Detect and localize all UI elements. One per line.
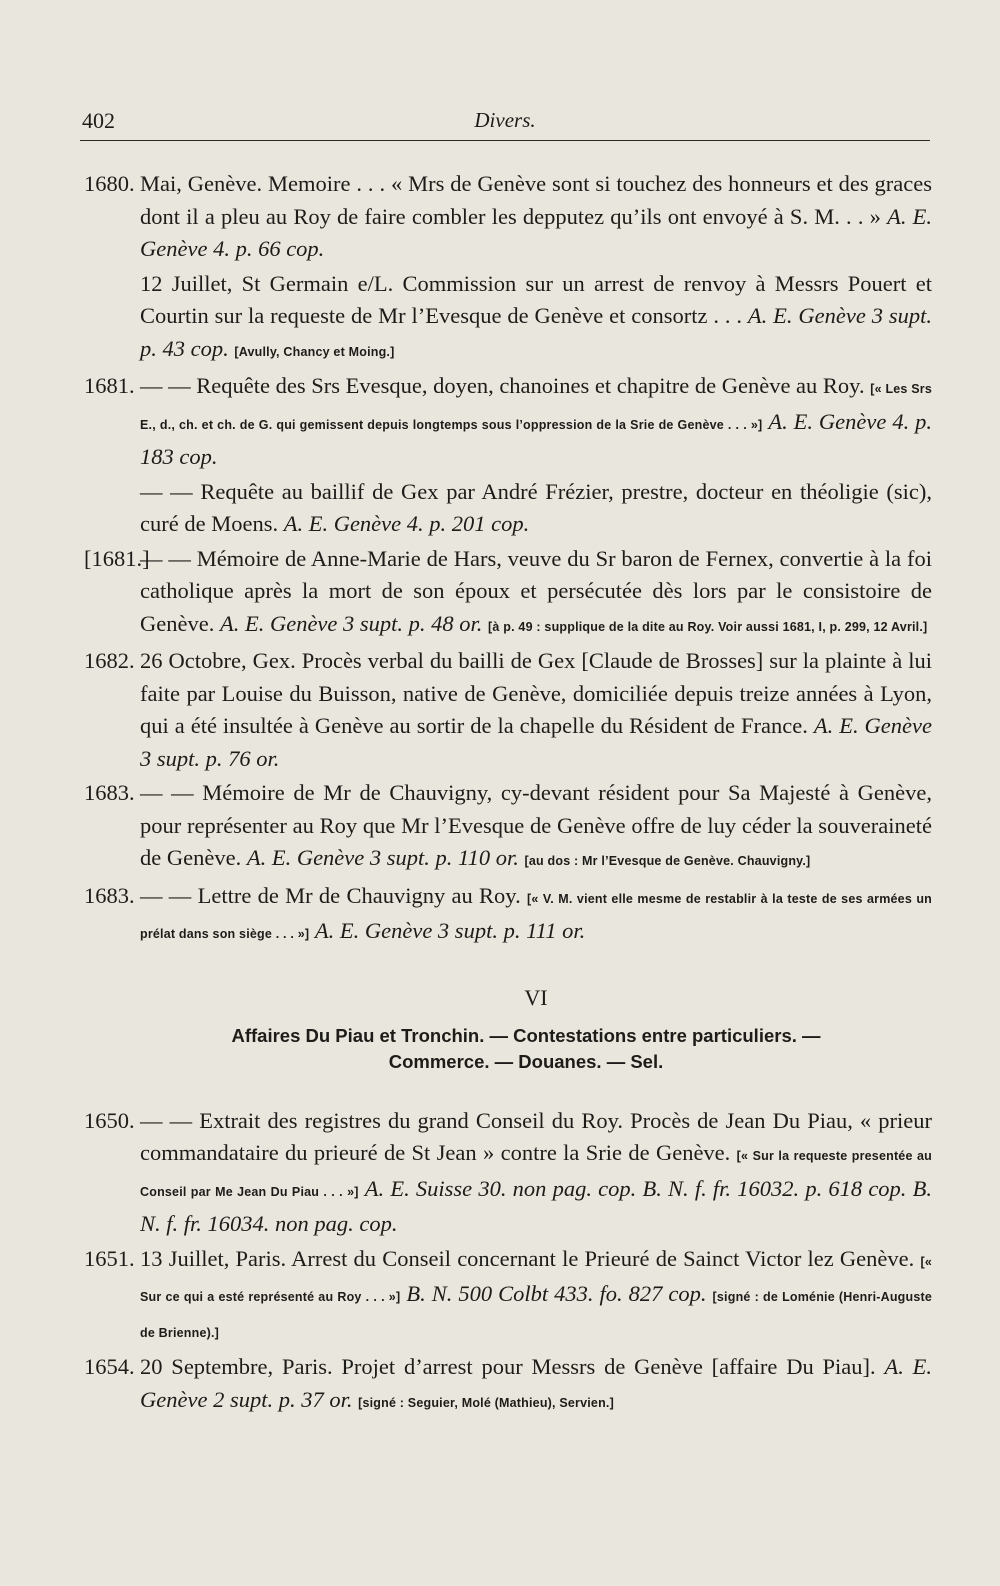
page-header [80,108,930,141]
entry-source: A. E. Genève 4. p. 66 cop. [140,203,933,261]
entry [84,1243,933,1350]
entry-date: 1682. [84,648,135,673]
entry-text: 13 Juillet, Paris. Arrest du Conseil concernant le Prieuré de Sainct Victor lez Genève. [140,1245,915,1271]
running-head: Divers. [474,108,536,132]
entry-source: A. E. Genève 3 supt. p. 43 cop. [140,303,932,361]
entry-text: Mai, Genève. Memoire . . . « Mrs de Genève sont si touchez des honneurs et des graces dont il a pleu au Roy de faire combler les depputez qu’ils ont envoyé à S. M. . . » [140,171,932,229]
entry-date: 1651. [84,1245,135,1271]
entry-inline-note: [« V. M. vient elle mesme de restablir à la teste de ses armées un prélat dans son siège . . . »] [140,891,932,941]
entry-date: 1683. [84,882,135,908]
entry-text: — — Mémoire de Mr de Chauvigny, cy-devant résident pour Sa Majesté à Genève, pour représenter au Roy que Mr l’Evesque de Genève offre de luy céder la souveraineté de Genève. [140,780,932,870]
entries-list [84,168,933,951]
entry-text: 26 Octobre, Gex. Procès verbal du bailli de Gex [Claude de Brosses] sur la plainte à lui faite par Louise du Buisson, native de Genève, domiciliée depuis treize années à Lyon, qui a été insultée à Genève au sortir de la chapelle du Résident de France. [140,648,932,738]
entry-source: A. E. Genève 3 supt. p. 110 or. [246,845,519,870]
entry-inline-note: [« Sur ce qui a esté représenté au Roy . . . »] [140,1254,932,1304]
entry-note: [signé : de Loménie (Henri-Auguste de Brienne).] [140,1290,933,1340]
section-title-line: Affaires Du Piau et Tronchin. — Contestations entre particuliers. — [231,1024,821,1046]
entry-source: A. E. Suisse 30. non pag. cop. B. N. f. fr. 16032. p. 618 cop. B. N. f. fr. 16034. non pag. cop. [140,1175,932,1236]
entry [84,777,932,878]
entry [84,370,933,474]
page-number: 402 [82,108,115,133]
entry [84,168,933,266]
entry [140,268,932,369]
entry-source: B. N. 500 Colbt 433. fo. 827 cop. [406,1281,707,1306]
entries-list [84,1105,933,1420]
entry-text: — — Requête au baillif de Gex par André Frézier, prestre, docteur en théoligie (sic), curé de Moens. [140,478,932,536]
entry-source: A. E. Genève 4. p. 201 cop. [283,511,530,536]
entry-source: A. E. Genève 3 supt. p. 76 or. [140,713,932,771]
entry-note: [Avully, Chancy et Moing.] [234,344,395,359]
entry [140,476,932,541]
entry-text: — — Lettre de Mr de Chauvigny au Roy. [140,882,521,908]
entry-date: 1681. [84,373,135,398]
entry-note: [signé : Seguier, Molé (Mathieu), Servien.] [358,1395,614,1410]
entry [84,1351,932,1419]
entry [84,543,932,644]
entry-date: 1683. [84,780,135,805]
entry-text: — — Extrait des registres du grand Conseil du Roy. Procès de Jean Du Piau, « prieur commandataire du prieuré de St Jean » contre la Srie de Genève. [140,1107,932,1165]
entry-text: 20 Septembre, Paris. Projet d’arrest pour Messrs de Genève [affaire Du Piau]. [140,1354,876,1379]
entry [84,645,932,775]
section-number: VI [524,984,548,1010]
entry-text: — — Mémoire de Anne-Marie de Hars, veuve du Sr baron de Fernex, convertie à la foi catholique après la mort de son époux et persécutée dès lors par le consistoire de Genève. [140,545,932,636]
entry-text: — — Requête des Srs Evesque, doyen, chanoines et chapitre de Genève au Roy. [140,373,865,398]
entry-date: 1654. [84,1354,135,1379]
entry-date: 1650. [84,1107,135,1133]
section-title [100,1023,952,1075]
entry-date: [1681.] [84,545,150,571]
entry-date: 1680. [84,171,135,196]
entry-source: A. E. Genève 3 supt. p. 111 or. [314,918,586,943]
entry-inline-note: [« Les Srs E., d., ch. et ch. de G. qui gemissent depuis longtemps sous l’oppression de la Srie de Genève . . . »] [140,382,933,432]
page-body [84,168,933,1421]
entry-inline-note: [« Sur la requeste presentée au Conseil par Me Jean Du Piau . . . »] [140,1149,932,1199]
entry-note: [au dos : Mr l’Evesque de Genève. Chauvigny.] [524,854,811,868]
entry-source: A. E. Genève 4. p. 183 cop. [140,408,932,469]
entry-source: A. E. Genève 2 supt. p. 37 or. [140,1354,932,1412]
entry-note: [à p. 49 : supplique de la dite au Roy. Voir aussi 1681, I, p. 299, 12 Avril.] [488,619,928,634]
entry-source: A. E. Genève 3 supt. p. 48 or. [219,610,483,636]
entry [84,1105,932,1241]
entry [84,880,932,951]
entry-text: 12 Juillet, St Germain e/L. Commission sur un arrest de renvoy à Messrs Pouert et Courtin sur la requeste de Mr l’Evesque de Genève et consortz . . . [140,270,932,328]
section-title-line: Commerce. — Douanes. — Sel. [388,1050,664,1072]
